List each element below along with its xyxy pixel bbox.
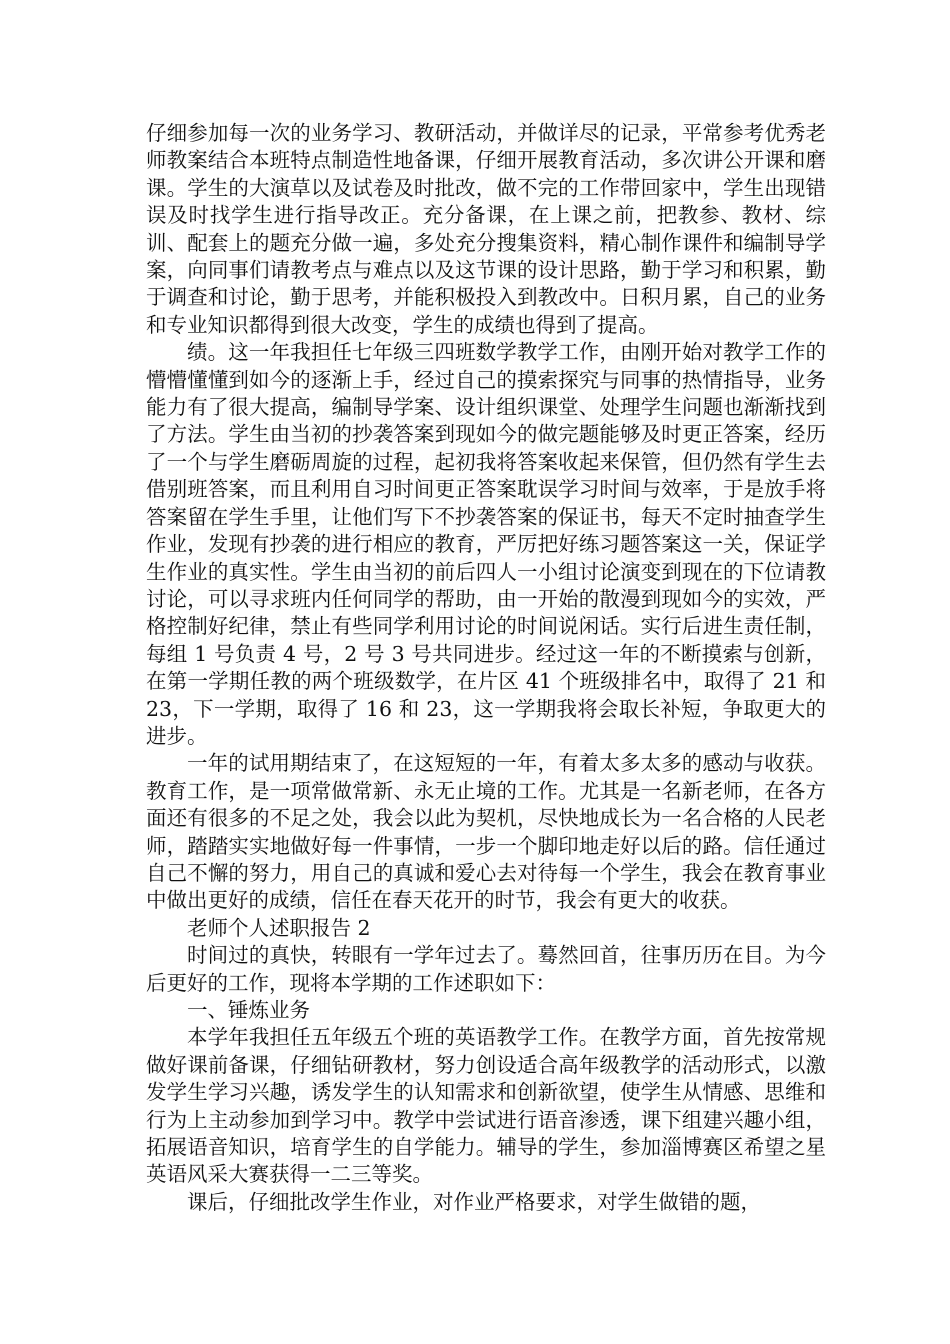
paragraph: 绩。这一年我担任七年级三四班数学教学工作，由刚开始对教学工作的懵懵懂懂到如今的逐渐上手，经过自己的摸索探究与同事的热情指导，业务能力有了很大提高，编制导学案、设计组织课堂、处理学生问题也渐渐找到了方法。学生由当初的抄袭答案到现如今的做完题能够及时更正答案，经历了一个与学生磨砺周旋的过程，起初我将答案收起来保管，但仍然有学生去借别班答案，而且利用自习时间更正答案耽误学习时间与效率，于是放手将答案留在学生手里，让他们写下不抄袭答案的保证书，每天不定时抽查学生作业，发现有抄袭的进行相应的教育，严厉把好练习题答案这一关，保证学生作业的真实性。学生由当初的前后四人一小组讨论演变到现在的下位请教讨论，可以寻求班内任何同学的帮助，由一开始的散漫到现如今的实效，严格控制好纪律，禁止有些同学利用讨论的时间说闲话。实行后进生责任制，每组 1 号负责 4 号，2 号 3 号共同进步。经过这一年的不断摸索与创新，在第一学期任教的两个班级数学，在片区 41 个班级排名中，取得了 21 和 23，下一学期，取得了 16 和 23，这一学期我将会取长补短，争取更大的进步。 <box>146 340 833 748</box>
paragraph: 仔细参加每一次的业务学习、教研活动，并做详尽的记录，平常参考优秀老师教案结合本班特点制造性地备课，仔细开展教育活动，多次讲公开课和磨课。学生的大演草以及试卷及时批改，做不完的工作带回家中，学生出现错误及时找学生进行指导改正。充分备课，在上课之前，把教参、教材、综训、配套上的题充分做一遍，多处充分搜集资料，精心制作课件和编制导学案，向同事们请教考点与难点以及这节课的设计思路，勤于学习和积累，勤于调查和讨论，勤于思考，并能积极投入到教改中。日积月累，自己的业务和专业知识都得到很大改变，学生的成绩也得到了提高。 <box>146 121 826 337</box>
document-body <box>146 120 833 1216</box>
section-heading: 老师个人述职报告 2 <box>187 915 371 940</box>
paragraph: 一年的试用期结束了，在这短短的一年，有着太多太多的感动与收获。教育工作，是一项常做常新、永无止境的工作。尤其是一名新老师，在各方面还有很多的不足之处，我会以此为契机，尽快地成长为一名合格的人民老师，踏踏实实地做好每一件事情，一步一个脚印地走好以后的路。信任通过自己不懈的努力，用自己的真诚和爱心去对待每一个学生，我会在教育事业中做出更好的成绩，信任在春天花开的时节，我会有更大的收获。 <box>146 751 826 913</box>
paragraph: 本学年我担任五年级五个班的英语教学工作。在教学方面，首先按常规做好课前备课，仔细钻研教材，努力创设适合高年级教学的活动形式，以激发学生学习兴趣，诱发学生的认知需求和创新欲望，使学生从情感、思维和行为上主动参加到学习中。教学中尝试进行语音渗透，课下组建兴趣小组，拓展语音知识，培育学生的自学能力。辅导的学生，参加淄博赛区希望之星英语风采大赛获得一二三等奖。 <box>146 1025 826 1187</box>
paragraph: 时间过的真快，转眼有一学年过去了。蓦然回首，往事历历在目。为今后更好的工作，现将本学期的工作述职如下： <box>146 943 826 995</box>
section-heading: 一、锤炼业务 <box>187 998 310 1022</box>
paragraph: 课后，仔细批改学生作业，对作业严格要求，对学生做错的题， <box>187 1189 761 1214</box>
